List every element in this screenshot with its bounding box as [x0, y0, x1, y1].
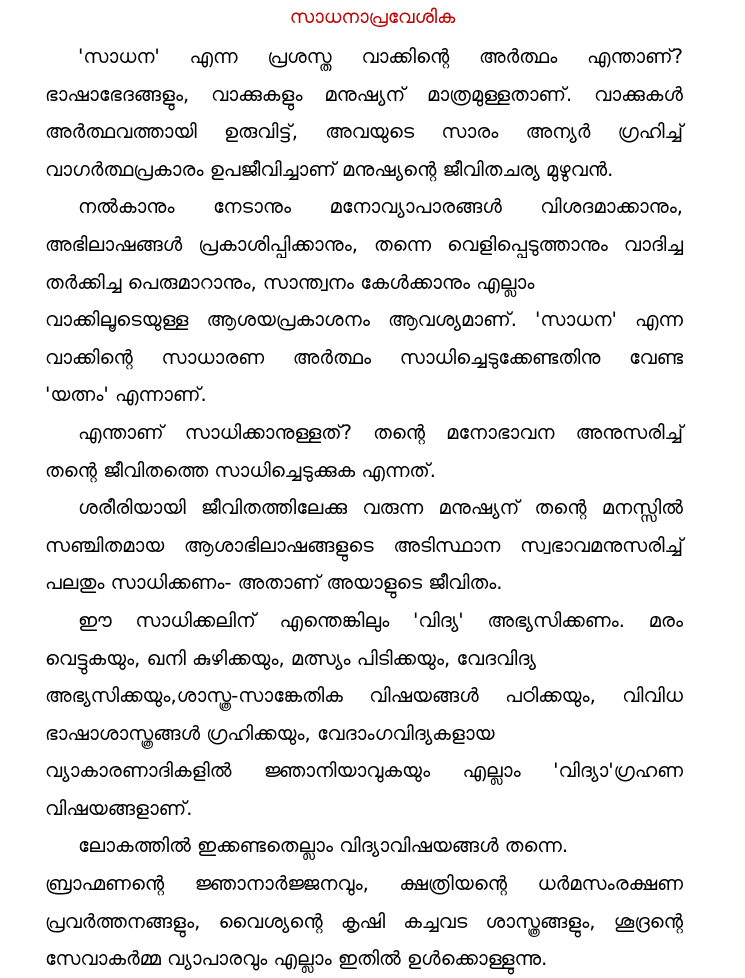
text-line: സഞ്ചിതമായ ആശാഭിലാഷങ്ങളുടെ അടിസ്ഥാന സ്വഭാവമനുസരിച്ച് [45, 533, 683, 557]
text-line: നൽകാനും നേടാനും മനോവ്യാപാരങ്ങൾ വിശദമാക്കാനും, [78, 195, 683, 219]
text-line: സേവാകർമ്മ വ്യാപാരവും എല്ലാം ഇതിൽ ഉൾക്കൊള്ളുന്നു. [45, 947, 548, 971]
text-line: വാക്കിന്റെ സാധാരണ അർത്ഥം സാധിച്ചെടുക്കേണ്ടതിനു വേണ്ട [45, 345, 683, 369]
text-line: ഭാഷാശാസ്ത്രങ്ങൾ ഗ്രഹിക്കയും, വേദാംഗവിദ്യകളായ [45, 721, 495, 745]
text-line: പലതും സാധിക്കണം- അതാണ് അയാളുടെ ജീവിതം. [45, 571, 503, 595]
text-line: വിഷയങ്ങളാണ്. [45, 796, 193, 820]
text-line: 'യത്നം' എന്നാണ്. [45, 383, 207, 407]
text-line: വാഗർത്ഥപ്രകാരം ഉപജീവിച്ചാണ് മനുഷ്യന്റെ ജീവിതചര്യ മുഴുവൻ. [45, 157, 614, 181]
text-line: അർത്ഥവത്തായി ഉരുവിട്ട്, അവയുടെ സാരം അന്യർ ഗ്രഹിച്ച് [45, 120, 683, 144]
text-line: തർക്കിച്ച പെരുമാറാനും, സാന്ത്വനം കേൾക്കാനും എല്ലാം [45, 270, 535, 294]
text-line: തന്റെ ജീവിതത്തെ സാധിച്ചെടുക്കുക എന്നത്. [45, 458, 436, 482]
document-body [45, 38, 683, 978]
text-line: എന്താണ് സാധിക്കാനുള്ളത്? തന്റെ മനോഭാവന അനുസരിച്ച് [78, 420, 683, 444]
text-line: അഭ്യസിക്കയും,ശാസ്ത്ര-സാങ്കേതിക വിഷയങ്ങൾ പഠിക്കയും, വിവിധ [45, 684, 683, 708]
text-line: ശരീരിയായി ജീവിതത്തിലേക്കു വരുന്ന മനുഷ്യന് തന്റെ മനസ്സിൽ [78, 496, 683, 520]
text-line: ലോകത്തിൽ ഇക്കണ്ടതെല്ലാം വിദ്യാവിഷയങ്ങൾ തന്നെ. [78, 834, 569, 858]
text-line: ബ്രാഹ്മണന്റെ ജ്ഞാനാർജ്ജനവും, ക്ഷത്രിയന്റെ ധർമസംരക്ഷണ [45, 872, 683, 896]
text-line: ഈ സാധിക്കലിന് എന്തെങ്കിലും 'വിദ്യ' അഭ്യസിക്കണം. മരം [78, 608, 683, 632]
text-line: 'സാധന' എന്ന പ്രശസ്ത വാക്കിന്റെ അർത്ഥം എന്താണ്? [78, 45, 683, 68]
text-line: വ്യാകാരണാദികളിൽ ജ്ഞാനിയാവുകയും എല്ലാം 'വിദ്യാ'ഗ്രഹണ [45, 759, 683, 783]
text-line: പ്രവർത്തനങ്ങളും, വൈശ്യന്റെ കൃഷി കച്ചവട ശാസ്ത്രങ്ങളും, ശൂദ്രന്റെ [45, 909, 683, 933]
page-title: സാധനാപ്രവേശിക [289, 6, 456, 28]
text-line: അഭിലാഷങ്ങൾ പ്രകാശിപ്പിക്കാനും, തന്നെ വെളിപ്പെടുത്താനും വാദിച്ച [45, 232, 683, 256]
text-line: ഭാഷാഭേദങ്ങളും, വാക്കുകളും മനുഷ്യന് മാത്രമുള്ളതാണ്. വാക്കുകൾ [45, 82, 683, 106]
text-line: വെട്ടുകയും, ഖനി കുഴിക്കയും, മത്സ്യം പിടിക്കയും, വേദവിദ്യ [45, 646, 536, 670]
text-line: വാക്കിലൂടെയുള്ള ആശയപ്രകാശനം ആവശ്യമാണ്. 'സാധന' എന്ന [45, 308, 683, 332]
